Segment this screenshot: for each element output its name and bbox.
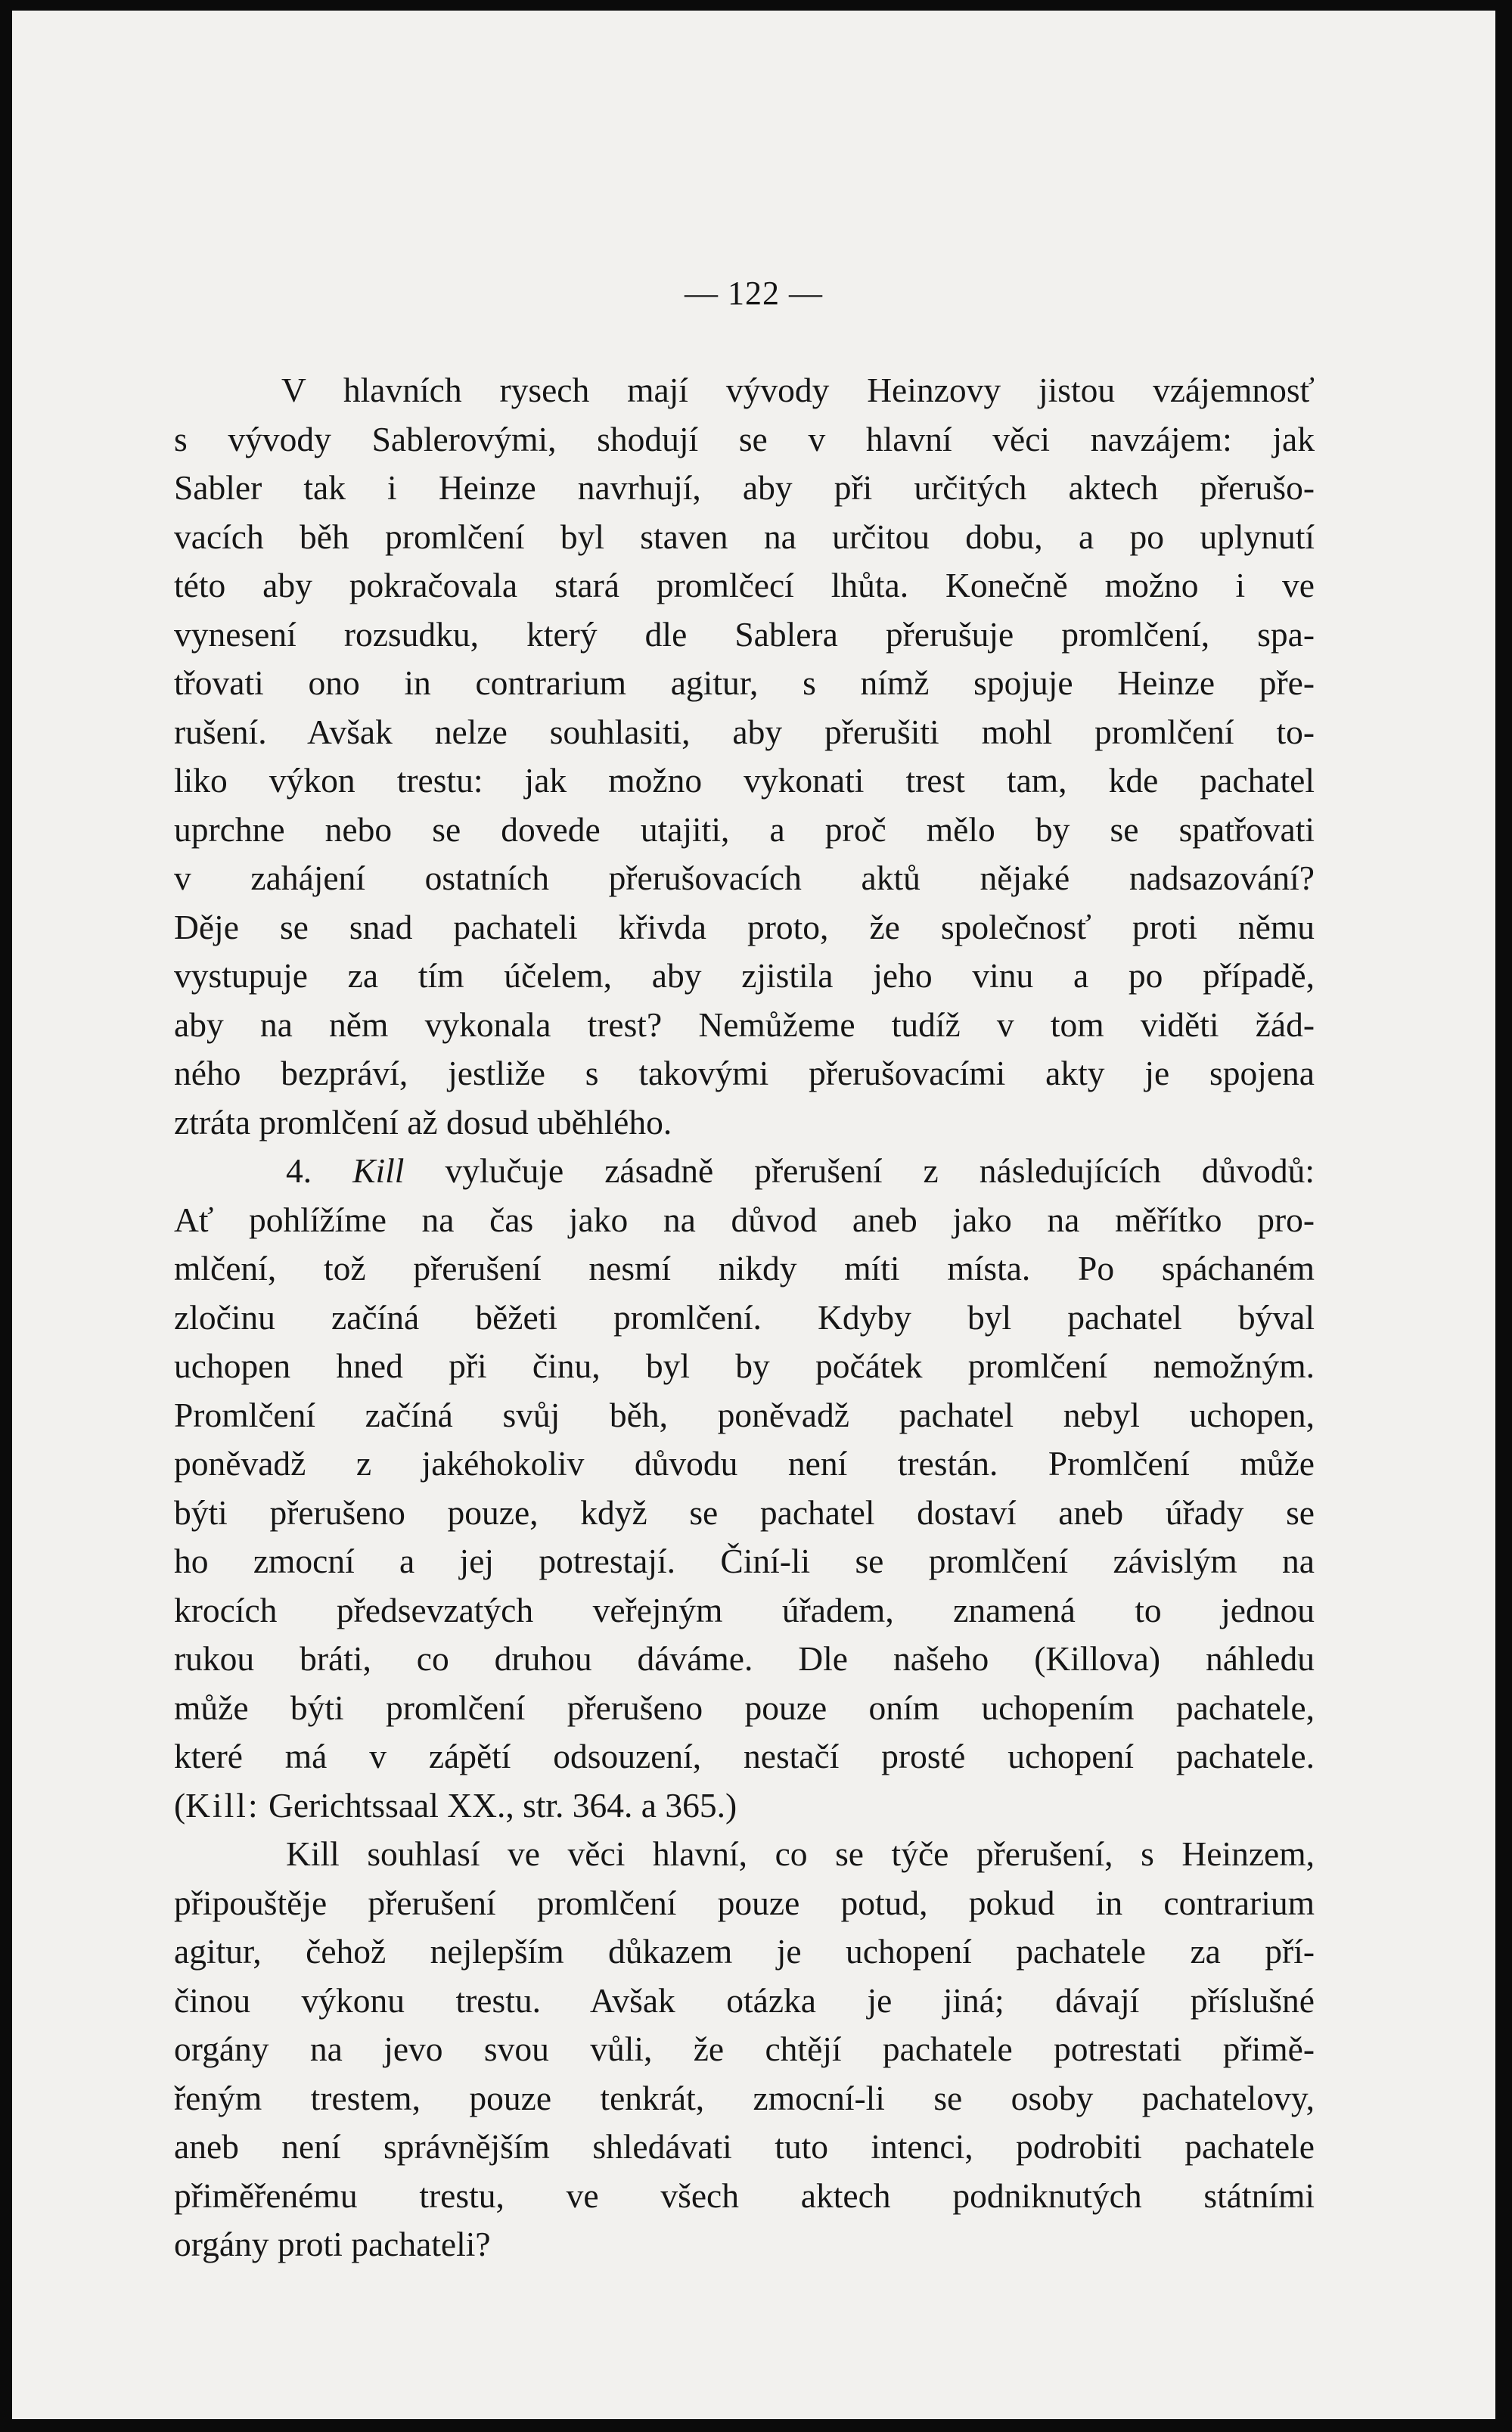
text-line: zločinu začíná běžeti promlčení. Kdyby byl pachatel býval: [174, 1297, 1315, 1337]
text-line: Ať pohlížíme na čas jako na důvod aneb jako na měřítko pro-: [174, 1200, 1315, 1239]
text-line: které má v zápětí odsouzení, nestačí prosté uchopení pachatele.: [174, 1737, 1315, 1775]
page-number: — 122 —: [685, 275, 823, 312]
text-line: orgány na jevo svou vůli, že chtějí pachatele potrestati přimě-: [174, 2030, 1315, 2068]
section-number: 4.: [286, 1151, 312, 1190]
text-line: poněvadž z jakéhokoliv důvodu není trestán. Promlčení může: [174, 1444, 1315, 1483]
text-line: aby na něm vykonala trest? Nemůžeme tudíž v tom viděti žád-: [174, 1005, 1315, 1044]
citation-author: Kill:: [185, 1785, 260, 1825]
body-text: [174, 366, 1315, 2269]
text-line: řeným trestem, pouze tenkrát, zmocní-li se osoby pachatelovy,: [174, 2078, 1315, 2117]
text-line: rukou bráti, co druhou dáváme. Dle našeho (Killova) náhledu: [174, 1639, 1315, 1678]
text-line: ho zmocní a jej potrestají. Činí-li se promlčení závislým na: [174, 1542, 1315, 1580]
text-line: V hlavních rysech mají vývody Heinzovy jistou vzájemnosť: [281, 371, 1315, 409]
text-line: ztráta promlčení až dosud uběhlého.: [174, 1102, 672, 1141]
text-line: vynesení rozsudku, který dle Sablera přerušuje promlčení, spa-: [174, 614, 1315, 654]
citation-source: Gerichtssaal XX., str. 364. a 365.): [268, 1785, 737, 1825]
text-line: této aby pokračovala stará promlčecí lhůta. Konečně možno i ve: [174, 566, 1315, 604]
text-line: v zahájení ostatních přerušovacích aktů nějaké nadsazování?: [174, 859, 1315, 897]
text-line: uprchne nebo se dovede utajiti, a proč mělo by se spatřovati: [174, 809, 1315, 849]
book-page: [12, 11, 1495, 2419]
text-line: býti přerušeno pouze, když se pachatel dostaví aneb úřady se: [174, 1492, 1315, 1532]
text-line: uchopen hned při činu, byl by počátek promlčení nemožným.: [174, 1346, 1315, 1385]
text-line: Děje se snad pachateli křivda proto, že společnosť proti němu: [174, 907, 1315, 946]
text-line: s vývody Sablerovými, shodují se v hlavní věci navzájem: jak: [174, 419, 1315, 458]
text-line: krocích předsevzatých veřejným úřadem, znamená to jednou: [174, 1590, 1315, 1629]
text-line-fragment: vylučuje zásadně přerušení z následujících důvodů:: [445, 1151, 1315, 1190]
text-line: mlčení, tož přerušení nesmí nikdy míti místa. Po spáchaném: [174, 1249, 1315, 1287]
section-4-first-line: [174, 1147, 1315, 1196]
text-line: vystupuje za tím účelem, aby zjistila jeho vinu a po případě,: [174, 956, 1315, 995]
text-line: orgány proti pachateli?: [174, 2225, 491, 2263]
text-line: Sabler tak i Heinze navrhují, aby při určitých aktech přerušo-: [174, 468, 1315, 507]
citation-line: (Kill: Gerichtssaal XX., str. 364. a 365.): [174, 1785, 737, 1825]
text-line: rušení. Avšak nelze souhlasiti, aby přerušiti mohl promlčení to-: [174, 712, 1315, 751]
text-line: třovati ono in contrarium agitur, s nímž spojuje Heinze pře-: [174, 663, 1315, 702]
text-line: přiměřenému trestu, ve všech aktech podniknutých státními: [174, 2176, 1315, 2215]
text-line: připouštěje přerušení promlčení pouze potud, pokud in contrarium: [174, 1883, 1315, 1922]
author-name-italic: Kill: [352, 1151, 405, 1190]
text-line: liko výkon trestu: jak možno vykonati trest tam, kde pachatel: [174, 761, 1315, 800]
text-line: aneb není správnějším shledávati tuto intenci, podrobiti pachatele: [174, 2127, 1315, 2166]
text-line: agitur, čehož nejlepším důkazem je uchopení pachatele za pří-: [174, 1932, 1315, 1971]
text-line: může býti promlčení přerušeno pouze oním uchopením pachatele,: [174, 1688, 1315, 1727]
text-line: Kill souhlasí ve věci hlavní, co se týče přerušení, s Heinzem,: [286, 1834, 1315, 1873]
text-line: vacích běh promlčení byl staven na určitou dobu, a po uplynutí: [174, 517, 1315, 556]
text-line: Promlčení začíná svůj běh, poněvadž pachatel nebyl uchopen,: [174, 1395, 1315, 1434]
text-line: ného bezpráví, jestliže s takovými přerušovacími akty je spojena: [174, 1054, 1315, 1092]
text-line: činou výkonu trestu. Avšak otázka je jiná; dávají příslušné: [174, 1980, 1315, 2020]
